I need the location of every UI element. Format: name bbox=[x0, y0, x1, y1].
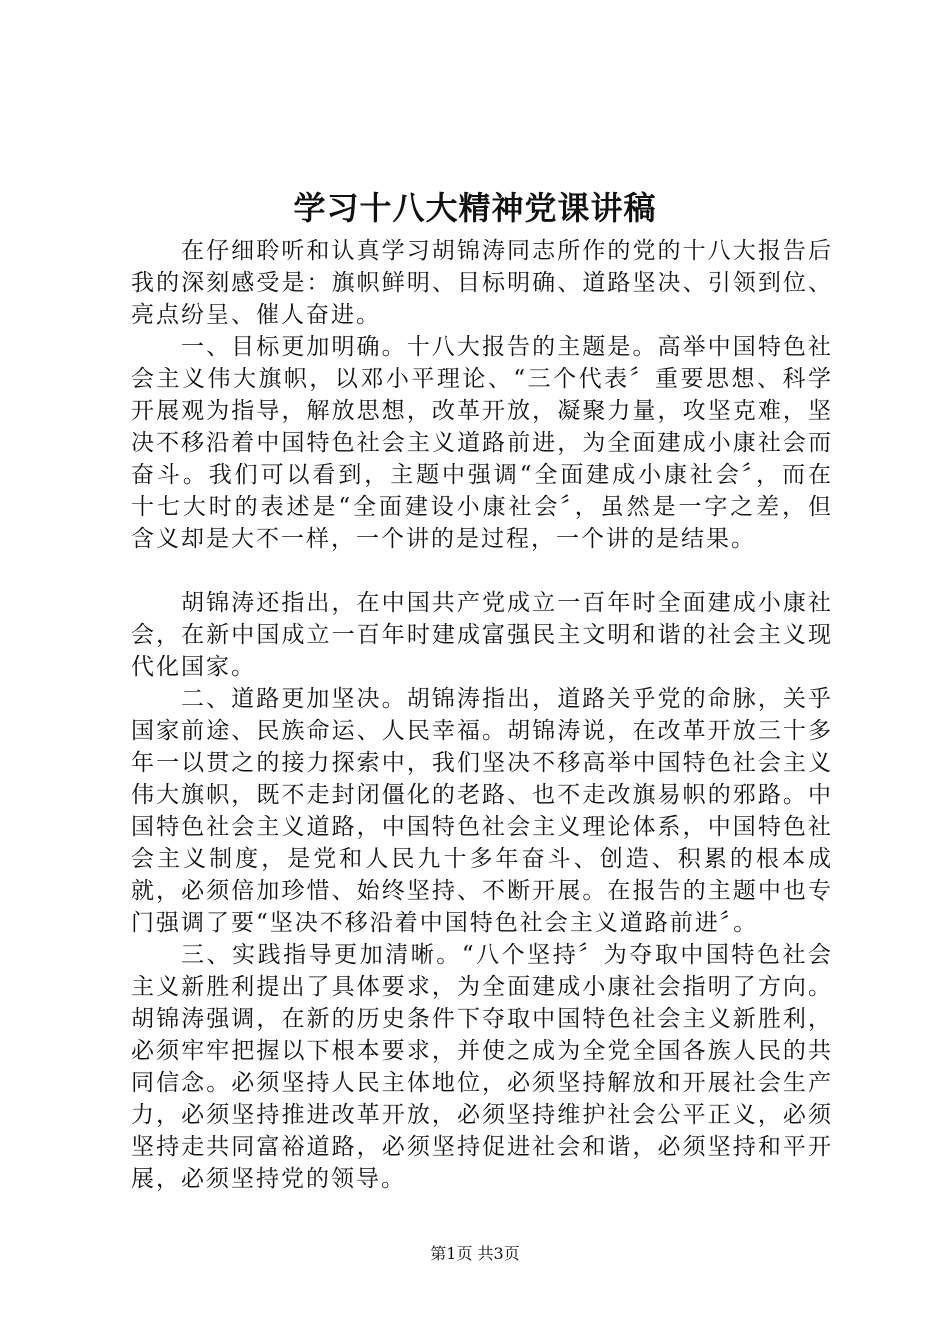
document-body bbox=[131, 235, 833, 1195]
paragraph-practice: 三、实践指导更加清晰。“八个坚持〞为夺取中国特色社会主义新胜利提出了具体要求，为全面建成小康社会指明了方向。胡锦涛强调，在新的历史条件下夺取中国特色社会主义新胜利，必须牢牢把握以下根本要求，并使之成为全党全国各族人民的共同信念。必须坚持人民主体地位，必须坚持解放和开展社会生产力，必须坚持推进改革开放，必须坚持维护社会公平正义，必须坚持走共同富裕道路，必须坚持促进社会和谐，必须坚持和平开展，必须坚持党的领导。 bbox=[131, 942, 833, 1192]
document-title: 学习十八大精神党课讲稿 bbox=[293, 189, 657, 227]
paragraph-centenary: 胡锦涛还指出，在中国共产党成立一百年时全面建成小康社会，在新中国成立一百年时建成富强民主文明和谐的社会主义现代化国家。 bbox=[131, 590, 833, 680]
paragraph-road: 二、道路更加坚决。胡锦涛指出，道路关乎党的命脉，关乎国家前途、民族命运、人民幸福。胡锦涛说，在改革开放三十多年一以贯之的接力探索中，我们坚决不移高举中国特色社会主义伟大旗帜，既不走封闭僵化的老路、也不走改旗易帜的邪路。中国特色社会主义道路，中国特色社会主义理论体系，中国特色社会主义制度，是党和人民九十多年奋斗、创造、积累的根本成就，必须倍加珍惜、始终坚持、不断开展。在报告的主题中也专门强调了要“坚决不移沿着中国特色社会主义道路前进〞。 bbox=[131, 686, 833, 936]
paragraph-goal: 一、目标更加明确。十八大报告的主题是。高举中国特色社会主义伟大旗帜，以邓小平理论、“三个代表〞重要思想、科学开展观为指导，解放思想，改革开放，凝聚力量，攻坚克难，坚决不移沿着中国特色社会主义道路前进，为全面建成小康社会而奋斗。我们可以看到，主题中强调“全面建成小康社会〞，而在十七大时的表述是“全面建设小康社会〞，虽然是一字之差，但含义却是大不一样，一个讲的是过程，一个讲的是结果。 bbox=[131, 334, 833, 552]
paragraph-intro: 在仔细聆听和认真学习胡锦涛同志所作的党的十八大报告后我的深刻感受是：旗帜鲜明、目标明确、道路坚决、引领到位、亮点纷呈、催人奋进。 bbox=[131, 238, 833, 328]
page-footer: 第1页 共3页 bbox=[430, 1244, 520, 1263]
